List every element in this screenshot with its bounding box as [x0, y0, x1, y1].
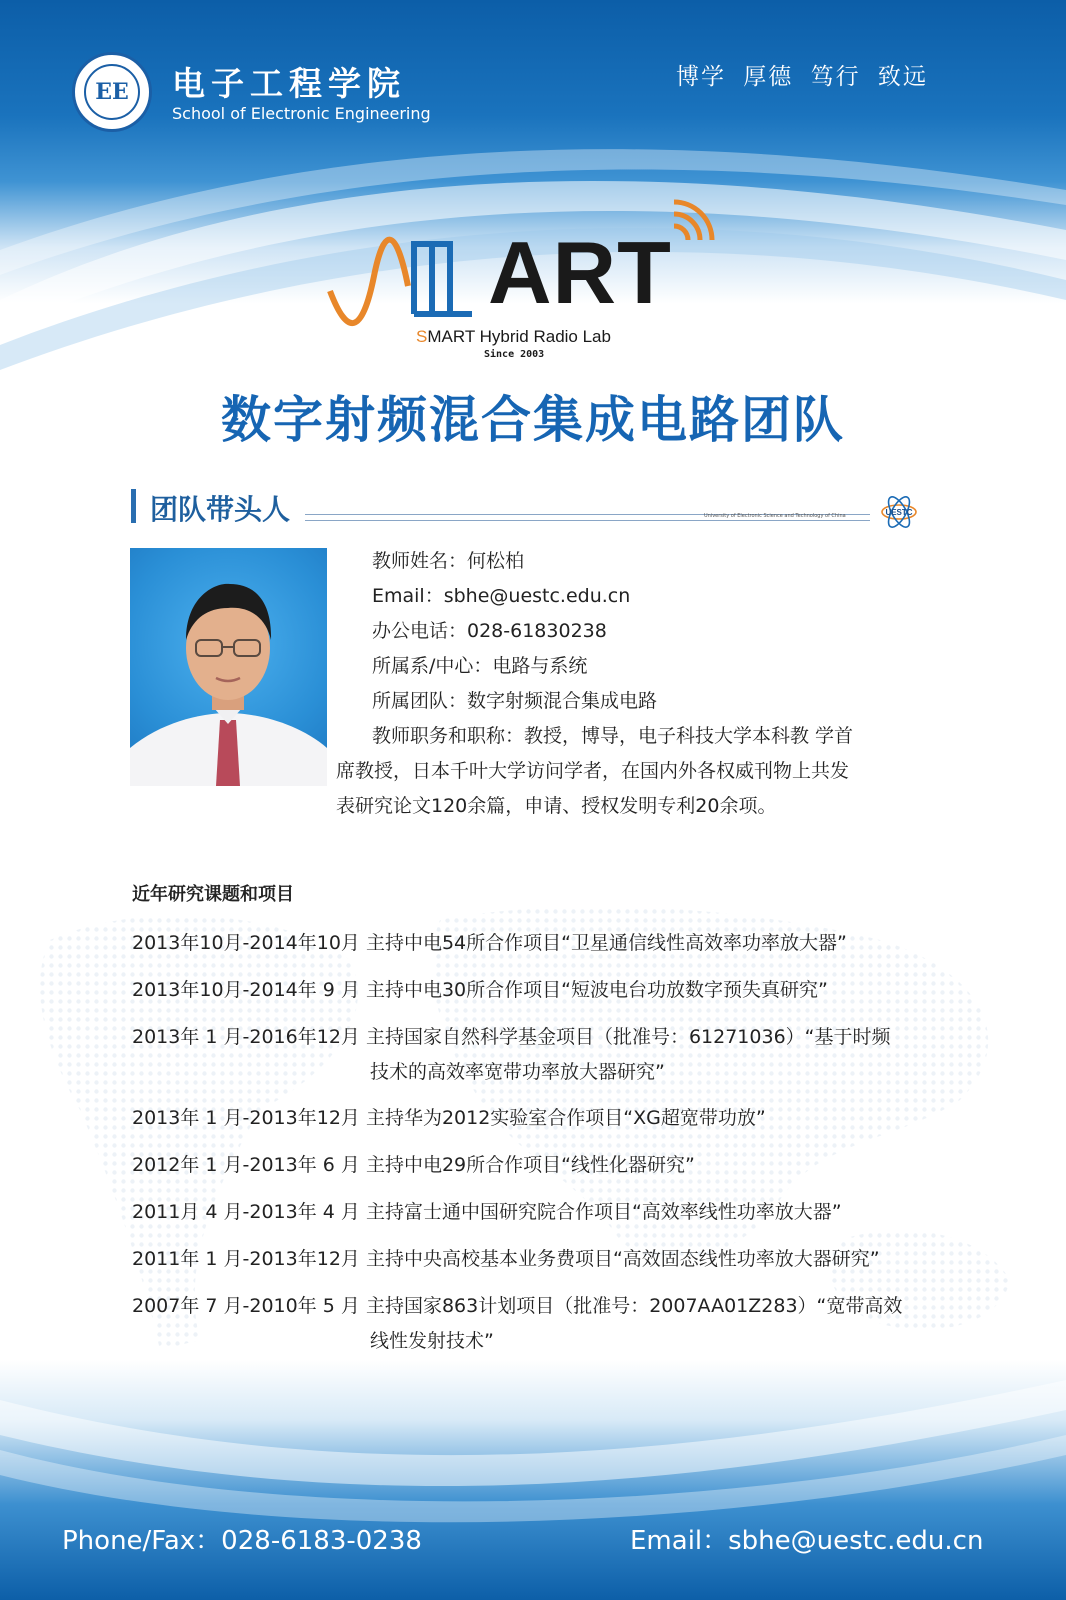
leader-department: 所属系/中心：电路与系统 — [372, 655, 588, 677]
school-logo — [72, 52, 152, 132]
lab-since: Since 2003 — [484, 349, 545, 360]
smart-logo-wordmark: ART — [488, 223, 672, 322]
leader-title-line: 席教授，日本千叶大学访问学者，在国内外各权威刊物上共发 — [336, 760, 850, 782]
lab-subtitle-rest: MART Hybrid Radio Lab — [427, 327, 611, 346]
leader-email: Email：sbhe@uestc.edu.cn — [372, 585, 631, 607]
project-item: 2013年10月-2014年10月 主持中电54所合作项目“卫星通信线性高效率功率放大器” — [132, 932, 847, 954]
leader-title-line: 教师职务和职称：教授，博导，电子科技大学本科教 学首 — [372, 725, 854, 747]
project-item: 2013年 1 月-2013年12月 主持华为2012实验室合作项目“XG超宽带功放” — [132, 1107, 766, 1129]
project-item-continuation: 技术的高效率宽带功率放大器研究” — [370, 1061, 665, 1083]
uestc-atom-icon — [879, 496, 919, 528]
project-item: 2012年 1 月-2013年 6 月 主持中电29所合作项目“线性化器研究” — [132, 1154, 695, 1176]
university-name-english: University of Electronic Science and Technology of China — [704, 513, 846, 519]
portrait-illustration — [130, 548, 327, 786]
leader-title-line: 表研究论文120余篇，申请、授权发明专利20余项。 — [336, 795, 777, 817]
project-item-continuation: 线性发射技术” — [370, 1330, 494, 1352]
leader-team: 所属团队：数字射频混合集成电路 — [372, 690, 658, 712]
research-heading: 近年研究课题和项目 — [132, 884, 294, 905]
uestc-badge-text: UESTC — [885, 508, 913, 517]
project-item: 2007年 7 月-2010年 5 月 主持国家863计划项目（批准号：2007AA01Z283）“宽带高效 — [132, 1295, 903, 1317]
school-motto: 博学 厚德 笃行 致远 — [676, 64, 928, 90]
lab-subtitle — [416, 327, 611, 347]
school-name-chinese: 电子工程学院 — [172, 64, 406, 103]
section-divider — [305, 520, 870, 521]
footer-phone: Phone/Fax：028-6183-0238 — [62, 1526, 422, 1556]
section-bar-marker — [131, 489, 136, 523]
lab-subtitle-s: S — [416, 327, 428, 346]
leader-name: 教师姓名：何松柏 — [372, 550, 525, 572]
section-title: 团队带头人 — [150, 493, 291, 526]
team-title: 数字射频混合集成电路团队 — [221, 391, 845, 449]
leader-phone: 办公电话：028-61830238 — [372, 620, 607, 642]
project-item: 2013年10月-2014年 9 月 主持中电30所合作项目“短波电台功放数字预失真研究” — [132, 979, 828, 1001]
school-logo-mark: EE — [84, 64, 140, 120]
leader-photo — [130, 548, 327, 786]
footer-email: Email：sbhe@uestc.edu.cn — [630, 1526, 984, 1556]
project-item: 2011年 1 月-2013年12月 主持中央高校基本业务费项目“高效固态线性功率放大器研究” — [132, 1248, 880, 1270]
project-item: 2011月 4 月-2013年 4 月 主持富士通中国研究院合作项目“高效率线性功率放大器” — [132, 1201, 842, 1223]
project-item: 2013年 1 月-2016年12月 主持国家自然科学基金项目（批准号：61271036）“基于时频 — [132, 1026, 891, 1048]
school-name-english: School of Electronic Engineering — [172, 104, 431, 123]
